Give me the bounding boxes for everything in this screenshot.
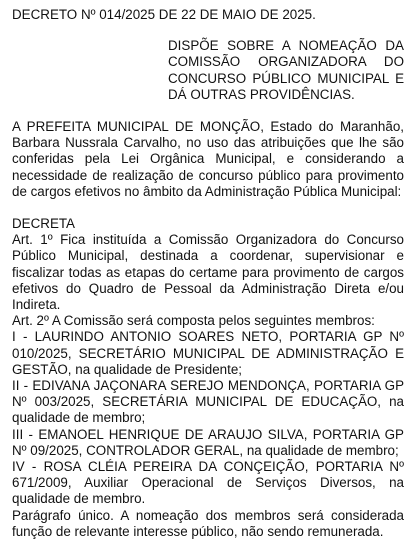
decree-preamble: A PREFEITA MUNICIPAL DE MONÇÃO, Estado do Maranhão, Barbara Nussrala Carvalho, no uso das atribuições que lhe são conferidas pela Lei Orgânica Municipal, e considerando a necessidade de realização de concurso público para provimento de cargos efetivos no âmbito da Administração Pública Municipal: <box>12 119 404 199</box>
member-item: I - LAURINDO ANTONIO SOARES NETO, PORTARIA GP Nº 010/2025, SECRETÁRIO MUNICIPAL DE ADMINISTRAÇÃO E GESTÃO, na qualidade de Presidente; <box>12 329 404 377</box>
decree-document <box>12 7 404 540</box>
member-item: II - EDIVANA JAÇONARA SEREJO MENDONÇA, PORTARIA GP Nº 003/2025, SECRETÁRIA MUNICIPAL DE EDUCAÇÃO, na qualidade de membro; <box>12 378 404 426</box>
decree-title: DECRETO Nº 014/2025 DE 22 DE MAIO DE 2025. <box>12 7 316 22</box>
article-2: Art. 2º A Comissão será composta pelos seguintes membros: <box>12 313 375 329</box>
decreta-heading: DECRETA <box>12 216 75 232</box>
article-1: Art. 1º Fica instituída a Comissão Organizadora do Concurso Público Municipal, destinada a coordenar, supervisionar e fiscalizar todas as etapas do certame para provimento de cargos efetivos do Quadro de Pessoal da Administração Direta e/ou Indireta. <box>12 232 404 313</box>
decree-ementa: DISPÕE SOBRE A NOMEAÇÃO DA COMISSÃO ORGANIZADORA DO CONCURSO PÚBLICO MUNICIPAL E DÁ OUTRAS PROVIDÊNCIAS. <box>168 38 404 102</box>
member-item: III - EMANOEL HENRIQUE DE ARAUJO SILVA, PORTARIA GP Nº 09/2025, CONTROLADOR GERAL, na qualidade de membro; <box>12 426 404 458</box>
member-item: IV - ROSA CLÉIA PEREIRA DA CONÇEIÇÃO, PORTARIA Nº 671/2009, Auxiliar Operacional de Serviços Diversos, na qualidade de membro. <box>12 459 404 507</box>
paragrafo-unico: Parágrafo único. A nomeação dos membros será considerada função de relevante interesse público, não sendo remunerada. <box>12 507 404 539</box>
